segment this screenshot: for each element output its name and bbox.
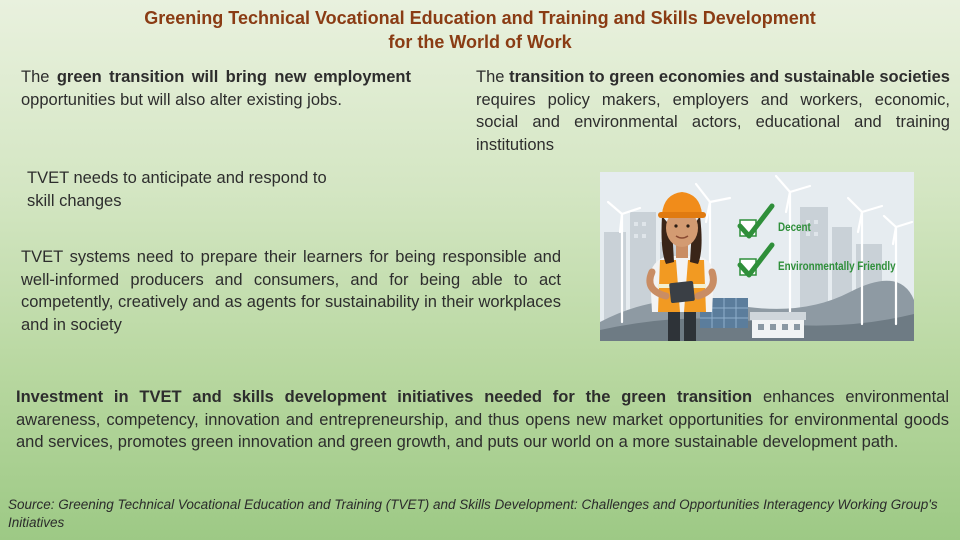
green-worker-illustration <box>600 172 914 341</box>
illustration-graphic <box>600 172 914 341</box>
tvet-anticipate-paragraph: TVET needs to anticipate and respond to skill changes <box>27 169 327 210</box>
green-transition-text-2: opportunities but will also alter existing jobs. <box>21 90 343 109</box>
green-transition-text-1: The <box>21 68 57 86</box>
source-citation: Source: Greening Technical Vocational Education and Training (TVET) and Skills Development: Challenges and Opportunities Interagency Working Group's Initiatives <box>8 497 938 530</box>
economies-text-1: The <box>476 68 510 86</box>
page-title <box>60 6 900 54</box>
economies-text-2: requires policy makers, employers and workers, economic, social and environmental actors, educational and training institutions <box>476 90 950 154</box>
green-transition-bold: green transition will bring new employment <box>56 68 411 86</box>
tvet-systems-paragraph: TVET systems need to prepare their learners for being responsible and well-informed producers and consumers, and for being able to act competently, creatively and as agents for sustainability in their workplaces and in society <box>21 248 561 334</box>
investment-bold: Investment in TVET and skills development initiatives needed for the green transition <box>16 388 753 406</box>
investment-text: enhances environmental awareness, competency, innovation and entrepreneurship, and thus opens new market opportunities for environmental goods and services, promotes green innovation and green growth, and puts our world on a more sustainable development path. <box>16 388 949 451</box>
title-line-2: for the World of Work <box>388 32 572 52</box>
title-line-1: Greening Technical Vocational Education and Training and Skills Development <box>144 8 816 28</box>
green-transition-paragraph <box>21 66 411 111</box>
investment-paragraph <box>16 386 949 454</box>
green-economies-paragraph <box>476 66 950 156</box>
economies-bold: transition to green economies and sustainable societies <box>509 68 950 86</box>
badge-decent-label: Decent <box>778 220 811 234</box>
badge-environmentally-friendly-label: Environmentally Friendly <box>778 259 896 273</box>
